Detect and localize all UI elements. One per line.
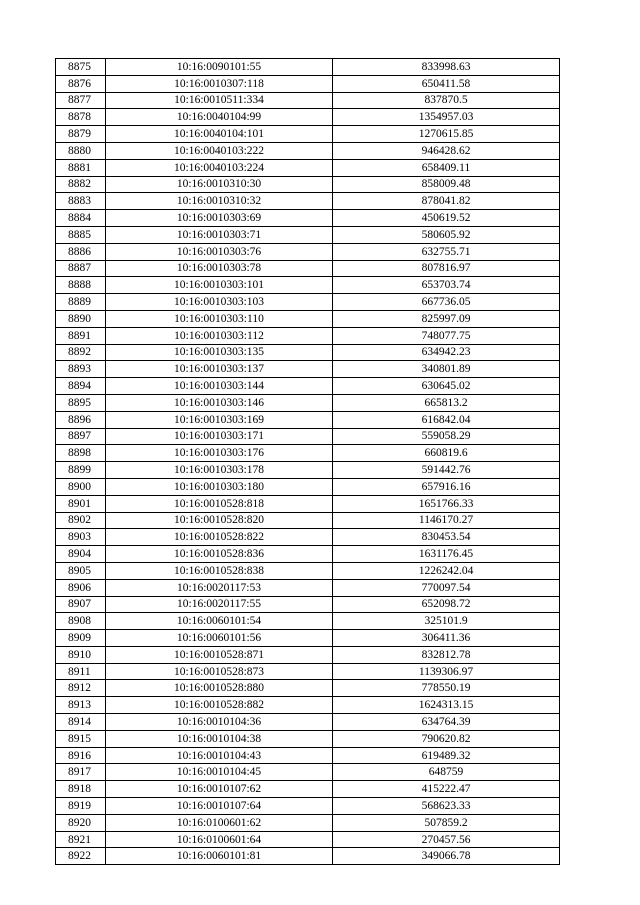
cadastral-value-cell: 450619.52 xyxy=(333,210,560,227)
cadastral-value-cell: 657916.16 xyxy=(333,478,560,495)
cadastral-number-cell: 10:16:0010303:171 xyxy=(106,428,333,445)
table-row xyxy=(56,663,560,680)
cadastral-value-cell: 807816.97 xyxy=(333,260,560,277)
cadastral-number-cell: 10:16:0010528:836 xyxy=(106,546,333,563)
cadastral-number-cell: 10:16:0010303:178 xyxy=(106,462,333,479)
table-row xyxy=(56,714,560,731)
row-number-cell: 8887 xyxy=(56,260,106,277)
cadastral-value-cell: 778550.19 xyxy=(333,680,560,697)
cadastral-value-cell: 770097.54 xyxy=(333,579,560,596)
cadastral-value-cell: 652098.72 xyxy=(333,596,560,613)
cadastral-number-cell: 10:16:0010104:36 xyxy=(106,714,333,731)
cadastral-value-cell: 658409.11 xyxy=(333,159,560,176)
table-row xyxy=(56,462,560,479)
table-row xyxy=(56,512,560,529)
row-number-cell: 8902 xyxy=(56,512,106,529)
table-row xyxy=(56,562,560,579)
cadastral-value-cell: 653703.74 xyxy=(333,277,560,294)
cadastral-number-cell: 10:16:0060101:54 xyxy=(106,613,333,630)
cadastral-number-cell: 10:16:0020117:53 xyxy=(106,579,333,596)
cadastral-value-cell: 946428.62 xyxy=(333,142,560,159)
cadastral-number-cell: 10:16:0010104:45 xyxy=(106,764,333,781)
table-row xyxy=(56,680,560,697)
table-row xyxy=(56,747,560,764)
table-row xyxy=(56,445,560,462)
table-row xyxy=(56,831,560,848)
cadastral-number-cell: 10:16:0090101:55 xyxy=(106,59,333,76)
cadastral-value-cell: 825997.09 xyxy=(333,310,560,327)
cadastral-number-cell: 10:16:0060101:56 xyxy=(106,630,333,647)
row-number-cell: 8907 xyxy=(56,596,106,613)
cadastral-value-cell: 580605.92 xyxy=(333,226,560,243)
cadastral-number-cell: 10:16:0010303:103 xyxy=(106,294,333,311)
table-row xyxy=(56,814,560,831)
row-number-cell: 8889 xyxy=(56,294,106,311)
cadastral-number-cell: 10:16:0010303:69 xyxy=(106,210,333,227)
table-row xyxy=(56,529,560,546)
cadastral-number-cell: 10:16:0010511:334 xyxy=(106,92,333,109)
table-row xyxy=(56,277,560,294)
cadastral-value-cell: 1651766.33 xyxy=(333,495,560,512)
cadastral-value-cell: 616842.04 xyxy=(333,411,560,428)
cadastral-number-cell: 10:16:0010303:176 xyxy=(106,445,333,462)
row-number-cell: 8911 xyxy=(56,663,106,680)
table-row xyxy=(56,260,560,277)
table-row xyxy=(56,176,560,193)
table-row xyxy=(56,193,560,210)
row-number-cell: 8878 xyxy=(56,109,106,126)
cadastral-value-cell: 660819.6 xyxy=(333,445,560,462)
cadastral-value-cell: 634764.39 xyxy=(333,714,560,731)
cadastral-value-cell: 415222.47 xyxy=(333,781,560,798)
row-number-cell: 8913 xyxy=(56,697,106,714)
row-number-cell: 8909 xyxy=(56,630,106,647)
table-row xyxy=(56,327,560,344)
cadastral-value-cell: 340801.89 xyxy=(333,361,560,378)
cadastral-number-cell: 10:16:0010528:838 xyxy=(106,562,333,579)
cadastral-number-cell: 10:16:0010528:880 xyxy=(106,680,333,697)
row-number-cell: 8917 xyxy=(56,764,106,781)
cadastral-value-cell: 559058.29 xyxy=(333,428,560,445)
row-number-cell: 8891 xyxy=(56,327,106,344)
row-number-cell: 8900 xyxy=(56,478,106,495)
cadastral-value-cell: 1139306.97 xyxy=(333,663,560,680)
cadastral-value-cell: 1624313.15 xyxy=(333,697,560,714)
cadastral-number-cell: 10:16:0010107:62 xyxy=(106,781,333,798)
table-row xyxy=(56,142,560,159)
row-number-cell: 8901 xyxy=(56,495,106,512)
table-row xyxy=(56,546,560,563)
table-row xyxy=(56,92,560,109)
row-number-cell: 8882 xyxy=(56,176,106,193)
cadastral-number-cell: 10:16:0040104:101 xyxy=(106,126,333,143)
table-row xyxy=(56,361,560,378)
cadastral-number-cell: 10:16:0010303:169 xyxy=(106,411,333,428)
table-row xyxy=(56,310,560,327)
cadastral-value-cell: 858009.48 xyxy=(333,176,560,193)
cadastral-value-cell: 667736.05 xyxy=(333,294,560,311)
cadastral-value-cell: 270457.56 xyxy=(333,831,560,848)
cadastral-value-cell: 833998.63 xyxy=(333,59,560,76)
cadastral-number-cell: 10:16:0010303:180 xyxy=(106,478,333,495)
cadastral-value-cell: 630645.02 xyxy=(333,378,560,395)
row-number-cell: 8876 xyxy=(56,75,106,92)
cadastral-value-cell: 837870.5 xyxy=(333,92,560,109)
row-number-cell: 8894 xyxy=(56,378,106,395)
row-number-cell: 8880 xyxy=(56,142,106,159)
cadastral-number-cell: 10:16:0010303:110 xyxy=(106,310,333,327)
row-number-cell: 8915 xyxy=(56,730,106,747)
cadastral-value-cell: 1354957.03 xyxy=(333,109,560,126)
cadastral-value-cell: 830453.54 xyxy=(333,529,560,546)
row-number-cell: 8922 xyxy=(56,848,106,865)
cadastral-value-cell: 591442.76 xyxy=(333,462,560,479)
row-number-cell: 8916 xyxy=(56,747,106,764)
table-row xyxy=(56,478,560,495)
cadastral-number-cell: 10:16:0010104:43 xyxy=(106,747,333,764)
cadastral-number-cell: 10:16:0010528:818 xyxy=(106,495,333,512)
table-row xyxy=(56,781,560,798)
cadastral-value-cell: 748077.75 xyxy=(333,327,560,344)
cadastral-value-cell: 632755.71 xyxy=(333,243,560,260)
row-number-cell: 8905 xyxy=(56,562,106,579)
cadastral-value-table xyxy=(55,58,560,865)
row-number-cell: 8910 xyxy=(56,646,106,663)
table-row xyxy=(56,243,560,260)
table-row xyxy=(56,730,560,747)
cadastral-value-cell: 568623.33 xyxy=(333,798,560,815)
table-row xyxy=(56,294,560,311)
table-row xyxy=(56,378,560,395)
cadastral-number-cell: 10:16:0010528:882 xyxy=(106,697,333,714)
table-row xyxy=(56,646,560,663)
cadastral-number-cell: 10:16:0010528:822 xyxy=(106,529,333,546)
table-body xyxy=(56,59,560,865)
row-number-cell: 8898 xyxy=(56,445,106,462)
table-row xyxy=(56,226,560,243)
row-number-cell: 8885 xyxy=(56,226,106,243)
cadastral-number-cell: 10:16:0010303:71 xyxy=(106,226,333,243)
table-row xyxy=(56,344,560,361)
cadastral-number-cell: 10:16:0010303:78 xyxy=(106,260,333,277)
table-row xyxy=(56,126,560,143)
cadastral-number-cell: 10:16:0010303:101 xyxy=(106,277,333,294)
cadastral-number-cell: 10:16:0010310:30 xyxy=(106,176,333,193)
table-row xyxy=(56,613,560,630)
cadastral-value-cell: 634942.23 xyxy=(333,344,560,361)
cadastral-number-cell: 10:16:0100601:64 xyxy=(106,831,333,848)
cadastral-number-cell: 10:16:0010104:38 xyxy=(106,730,333,747)
cadastral-number-cell: 10:16:0010528:871 xyxy=(106,646,333,663)
table-row xyxy=(56,630,560,647)
cadastral-value-cell: 325101.9 xyxy=(333,613,560,630)
row-number-cell: 8918 xyxy=(56,781,106,798)
cadastral-value-cell: 1146170.27 xyxy=(333,512,560,529)
table-row xyxy=(56,428,560,445)
row-number-cell: 8888 xyxy=(56,277,106,294)
cadastral-number-cell: 10:16:0010528:820 xyxy=(106,512,333,529)
cadastral-number-cell: 10:16:0040103:222 xyxy=(106,142,333,159)
cadastral-value-cell: 1631176.45 xyxy=(333,546,560,563)
table-row xyxy=(56,210,560,227)
table-row xyxy=(56,798,560,815)
row-number-cell: 8919 xyxy=(56,798,106,815)
row-number-cell: 8906 xyxy=(56,579,106,596)
cadastral-number-cell: 10:16:0010303:135 xyxy=(106,344,333,361)
table-row xyxy=(56,159,560,176)
cadastral-number-cell: 10:16:0010528:873 xyxy=(106,663,333,680)
table-row xyxy=(56,596,560,613)
cadastral-number-cell: 10:16:0020117:55 xyxy=(106,596,333,613)
row-number-cell: 8879 xyxy=(56,126,106,143)
cadastral-value-cell: 619489.32 xyxy=(333,747,560,764)
row-number-cell: 8921 xyxy=(56,831,106,848)
cadastral-number-cell: 10:16:0010303:112 xyxy=(106,327,333,344)
row-number-cell: 8892 xyxy=(56,344,106,361)
table-row xyxy=(56,495,560,512)
row-number-cell: 8883 xyxy=(56,193,106,210)
cadastral-number-cell: 10:16:0040103:224 xyxy=(106,159,333,176)
cadastral-number-cell: 10:16:0060101:81 xyxy=(106,848,333,865)
row-number-cell: 8890 xyxy=(56,310,106,327)
row-number-cell: 8914 xyxy=(56,714,106,731)
row-number-cell: 8881 xyxy=(56,159,106,176)
table-row xyxy=(56,579,560,596)
row-number-cell: 8904 xyxy=(56,546,106,563)
cadastral-value-cell: 1270615.85 xyxy=(333,126,560,143)
cadastral-number-cell: 10:16:0010303:146 xyxy=(106,394,333,411)
cadastral-number-cell: 10:16:0010107:64 xyxy=(106,798,333,815)
row-number-cell: 8896 xyxy=(56,411,106,428)
cadastral-number-cell: 10:16:0010303:144 xyxy=(106,378,333,395)
row-number-cell: 8895 xyxy=(56,394,106,411)
cadastral-value-cell: 650411.58 xyxy=(333,75,560,92)
table-row xyxy=(56,75,560,92)
table-row xyxy=(56,59,560,76)
cadastral-value-cell: 878041.82 xyxy=(333,193,560,210)
row-number-cell: 8893 xyxy=(56,361,106,378)
row-number-cell: 8899 xyxy=(56,462,106,479)
cadastral-value-cell: 1226242.04 xyxy=(333,562,560,579)
row-number-cell: 8884 xyxy=(56,210,106,227)
cadastral-value-cell: 349066.78 xyxy=(333,848,560,865)
table-row xyxy=(56,848,560,865)
table-row xyxy=(56,697,560,714)
row-number-cell: 8903 xyxy=(56,529,106,546)
cadastral-value-cell: 648759 xyxy=(333,764,560,781)
table-row xyxy=(56,394,560,411)
table-row xyxy=(56,411,560,428)
table-row xyxy=(56,109,560,126)
table-row xyxy=(56,764,560,781)
cadastral-value-cell: 507859.2 xyxy=(333,814,560,831)
cadastral-number-cell: 10:16:0010310:32 xyxy=(106,193,333,210)
cadastral-number-cell: 10:16:0010307:118 xyxy=(106,75,333,92)
cadastral-value-cell: 665813.2 xyxy=(333,394,560,411)
row-number-cell: 8877 xyxy=(56,92,106,109)
row-number-cell: 8912 xyxy=(56,680,106,697)
cadastral-number-cell: 10:16:0100601:62 xyxy=(106,814,333,831)
cadastral-value-cell: 790620.82 xyxy=(333,730,560,747)
cadastral-value-cell: 832812.78 xyxy=(333,646,560,663)
cadastral-value-cell: 306411.36 xyxy=(333,630,560,647)
row-number-cell: 8908 xyxy=(56,613,106,630)
cadastral-number-cell: 10:16:0010303:76 xyxy=(106,243,333,260)
cadastral-number-cell: 10:16:0040104:99 xyxy=(106,109,333,126)
row-number-cell: 8875 xyxy=(56,59,106,76)
row-number-cell: 8886 xyxy=(56,243,106,260)
cadastral-number-cell: 10:16:0010303:137 xyxy=(106,361,333,378)
row-number-cell: 8920 xyxy=(56,814,106,831)
row-number-cell: 8897 xyxy=(56,428,106,445)
